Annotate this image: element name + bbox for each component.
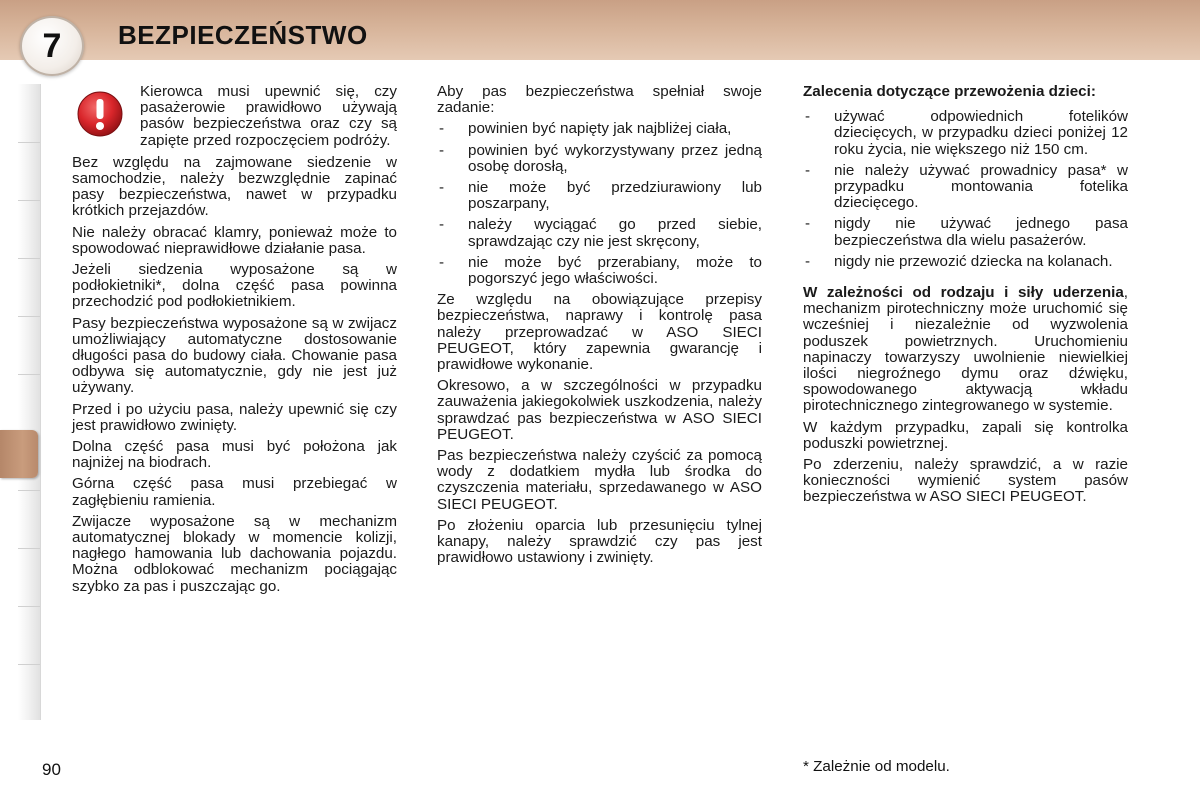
tab-divider bbox=[18, 490, 40, 491]
paragraph: Bez względu na zajmowane siedzenie w samochodzie, należy bezwzględnie zapinać pasy bezpieczeństwa, nawet w przypadku krótkich przejazdów. bbox=[72, 153, 397, 220]
section-heading: Zalecenia dotyczące przewożenia dzieci: bbox=[803, 83, 1096, 100]
paragraph: Zwijacze wyposażone są w mechanizm automatycznej blokady w momencie kolizji, nagłego hamowania lub dachowania pojazdu. Można odblokować mechanizm pociągając szybko za pas i puszczając go. bbox=[72, 512, 397, 595]
tab-divider bbox=[18, 316, 40, 317]
paragraph: Pas bezpieczeństwa należy czyścić za pomocą wody z dodatkiem mydła lub środka do czyszczenia materiału, sprzedawanego w ASO SIECI PEUGEOT. bbox=[437, 447, 762, 513]
list-item: - nie może być przedziurawiony lub poszarpany, bbox=[437, 180, 762, 212]
warning-text: Kierowca musi upewnić się, czy pasażerowie prawidłowo używają pasów bezpieczeństwa oraz czy są zapięte przed rozpoczęciem podróży. bbox=[140, 83, 397, 149]
list-intro: Aby pas bezpieczeństwa spełniał swoje zadanie: bbox=[437, 83, 762, 117]
paragraph: Pasy bezpieczeństwa wyposażone są w zwijacz umożliwiający automatyczne dostosowanie długości pasa do budowy ciała. Chowanie pasa odbywa się automatycznie, gdy nie jest już używany. bbox=[72, 314, 397, 397]
list-item: - nie może być przerabiany, może to pogorszyć jego właściwości. bbox=[437, 255, 762, 287]
paragraph: Okresowo, a w szczególności w przypadku zauważenia jakiegokolwiek uszkodzenia, należy sprawdzać pas bezpieczeństwa w ASO SIECI PEUGEOT. bbox=[437, 377, 762, 443]
column-middle bbox=[437, 84, 762, 571]
list-item: - nigdy nie używać jednego pasa bezpieczeństwa dla wielu pasażerów. bbox=[803, 216, 1128, 248]
paragraph: Po złożeniu oparcia lub przesunięciu tylnej kanapy, należy sprawdzić czy pas jest prawidłowo ustawiony i zwinięty. bbox=[437, 516, 762, 567]
paragraph: Nie należy obracać klamry, ponieważ może to spowodować nieprawidłowe działanie pasa. bbox=[72, 223, 397, 257]
pretensioner-lead: W zależności od rodzaju i siły uderzenia bbox=[803, 284, 1124, 302]
paragraph: W każdym przypadku, zapali się kontrolka poduszki powietrznej. bbox=[803, 418, 1128, 452]
pretensioner-paragraph bbox=[803, 285, 1128, 415]
column-right bbox=[803, 84, 1128, 511]
tab-divider bbox=[18, 606, 40, 607]
paragraph: Dolna część pasa musi być położona jak najniżej na biodrach. bbox=[72, 438, 397, 472]
chapter-tab-strip bbox=[18, 84, 41, 720]
list-item: - należy wyciągać go przed siebie, sprawdzając czy nie jest skręcony, bbox=[437, 217, 762, 249]
tab-divider bbox=[18, 258, 40, 259]
chapter-badge bbox=[20, 16, 84, 76]
tab-divider bbox=[18, 200, 40, 201]
list-item: - używać odpowiednich fotelików dziecięcych, w przypadku dzieci poniżej 12 roku życia, nie większego niż 150 cm. bbox=[803, 109, 1128, 158]
tab-divider bbox=[18, 664, 40, 665]
paragraph: Po zderzeniu, należy sprawdzić, a w razie konieczności wymienić system pasów bezpieczeństwa w ASO SIECI PEUGEOT. bbox=[803, 456, 1128, 506]
page-title: BEZPIECZEŃSTWO bbox=[118, 20, 368, 50]
tab-divider bbox=[18, 548, 40, 549]
paragraph: Ze względu na obowiązujące przepisy bezpieczeństwa, naprawy i kontrolę pasa należy przeprowadzać w ASO SIECI PEUGEOT, który zapewnia gwarancję i prawidłowe wykonanie. bbox=[437, 291, 762, 374]
child-recommendations-list bbox=[803, 109, 1128, 270]
page-number: 90 bbox=[42, 760, 61, 779]
chapter-tab-active[interactable] bbox=[0, 430, 38, 478]
footnote: * Zależnie od modelu. bbox=[803, 758, 950, 775]
pretensioner-text: , mechanizm pirotechniczny może uruchomić się wcześniej i niezależnie od wyzwolenia poduszek powietrznych. Uruchomieniu napinaczy towarzyszy uwolnienie niewielkiej ilości niegroźnego dymu oraz dźwięku, spowodowanego aktywacją wkładu pirotechnicznego zintegrowanego w systemie. bbox=[803, 284, 1128, 415]
list-item: - nie należy używać prowadnicy pasa* w przypadku montowania fotelika dziecięcego. bbox=[803, 163, 1128, 212]
list-item: - powinien być wykorzystywany przez jedną osobę dorosłą, bbox=[437, 143, 762, 175]
chapter-number: 7 bbox=[42, 26, 62, 65]
list-item: - nigdy nie przewozić dziecka na kolanach. bbox=[803, 254, 1128, 270]
list-item: - powinien być napięty jak najbliżej ciała, bbox=[437, 121, 762, 137]
paragraph: Jeżeli siedzenia wyposażone są w podłokietniki*, dolna część pasa powinna przechodzić pod podłokietnikiem. bbox=[72, 261, 397, 311]
header-divider bbox=[0, 60, 1200, 62]
tab-divider bbox=[18, 142, 40, 143]
column-left bbox=[72, 84, 397, 600]
requirements-list bbox=[437, 121, 762, 287]
paragraph: Przed i po użyciu pasa, należy upewnić się czy jest prawidłowo zwinięty. bbox=[72, 400, 397, 434]
tab-divider bbox=[18, 374, 40, 375]
paragraph: Górna część pasa musi przebiegać w zagłębieniu ramienia. bbox=[72, 475, 397, 509]
